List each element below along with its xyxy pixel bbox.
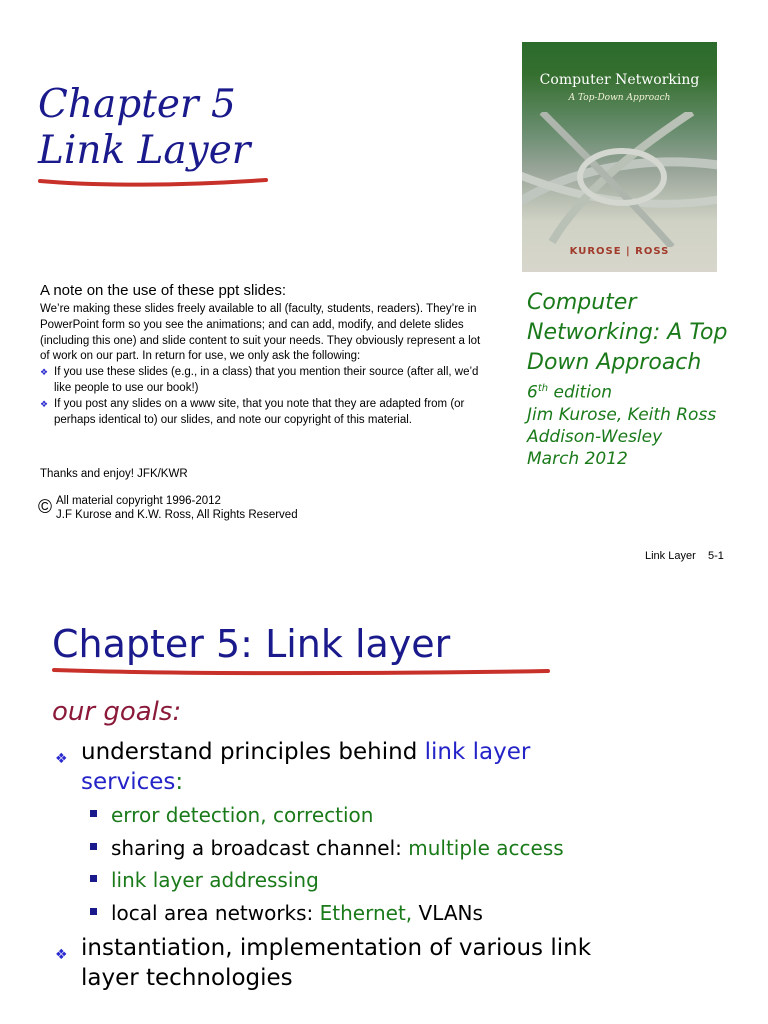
book-info-line-1: Computer — [527, 290, 637, 315]
note-bullet: ❖ If you post any slides on a www site, that you note that they are adapted from (or perhaps identical to) our slides, and note our copyright of this material. — [40, 397, 490, 429]
title-underline — [38, 172, 273, 190]
book-info — [527, 288, 727, 470]
sub-bullet-lans — [90, 899, 483, 927]
sub3-text: link layer addressing — [111, 868, 319, 892]
book-date: March 2012 — [527, 448, 628, 469]
copyright-line-2: J.F Kurose and K.W. Ross, All Rights Reserved — [56, 509, 298, 521]
book-edition — [527, 378, 727, 404]
bullet-instantiation — [55, 933, 655, 993]
note-body — [40, 302, 490, 428]
book-info-line-3: Down Approach — [527, 350, 702, 375]
book-cover-subtitle: A Top-Down Approach — [568, 93, 671, 103]
copyright-text — [56, 494, 298, 522]
diamond-bullet-icon: ❖ — [55, 751, 68, 767]
sub-bullet-broadcast-channel — [90, 834, 564, 862]
sub-bullet-addressing — [90, 866, 319, 894]
slide2-title-underline — [52, 662, 552, 680]
book-authors: Jim Kurose, Keith Ross — [527, 404, 717, 425]
book-cover-image — [522, 42, 717, 272]
bullet1-link-layer: link layer — [424, 739, 531, 765]
sub-bullet-error-detection — [90, 801, 373, 829]
edition-word: edition — [548, 382, 613, 403]
book-info-line-2: Networking: A Top — [527, 320, 728, 345]
sub4-highlight: Ethernet, — [319, 901, 413, 925]
goals-heading: our goals: — [52, 697, 182, 727]
square-bullet-icon — [90, 875, 97, 882]
sub4-prefix: local area networks: — [111, 901, 320, 925]
bullet-link-layer-services — [55, 737, 695, 797]
sub2-prefix: sharing a broadcast channel: — [111, 836, 409, 860]
note-heading: A note on the use of these ppt slides: — [40, 282, 287, 299]
slide-footer: Link Layer 5-1 — [645, 550, 724, 562]
copyright-line-1: All material copyright 1996-2012 — [56, 495, 221, 507]
sub1-text: error detection, correction — [111, 803, 374, 827]
bullet1-services: services — [81, 769, 176, 795]
thanks-line: Thanks and enjoy! JFK/KWR — [40, 468, 188, 480]
square-bullet-icon — [90, 843, 97, 850]
bullet1-colon: : — [175, 769, 184, 795]
square-bullet-icon — [90, 908, 97, 915]
slide1-title — [38, 82, 250, 174]
diamond-bullet-icon: ❖ — [55, 947, 68, 963]
note-bullets — [40, 365, 490, 428]
square-bullet-icon — [90, 810, 97, 817]
slide2-title: Chapter 5: Link layer — [52, 622, 451, 666]
book-cover-title: Computer Networking — [539, 72, 700, 88]
book-publisher: Addison-Wesley — [527, 426, 663, 447]
bullet-text — [81, 737, 695, 797]
highway-interchange-illustration — [522, 112, 717, 247]
sub4-suffix: VLANs — [412, 901, 483, 925]
bullet2-text: instantiation, implementation of various link layer technologies — [81, 935, 592, 991]
note-paragraph: We’re making these slides freely available to all (faculty, students, readers). They’re in PowerPoint form so you see the animations; and can add, modify, and delete slides (including this one) and slide content to suit your needs. They obviously represent a lot of work on our part. In return for use, we only ask the following: — [40, 303, 481, 363]
note-bullet: ❖ If you use these slides (e.g., in a class) that you mention their source (after all, we’d like people to use our book!) — [40, 365, 490, 397]
sub2-highlight: multiple access — [408, 836, 564, 860]
book-cover-authors: KUROSE | ROSS — [569, 246, 670, 257]
edition-superscript: th — [537, 383, 549, 394]
title-line-2: Link Layer — [38, 128, 251, 173]
edition-number: 6 — [527, 382, 538, 403]
copyright-symbol: © — [38, 497, 52, 518]
bullet1-prefix: understand principles behind — [81, 739, 425, 765]
title-line-1: Chapter 5 — [38, 82, 236, 127]
